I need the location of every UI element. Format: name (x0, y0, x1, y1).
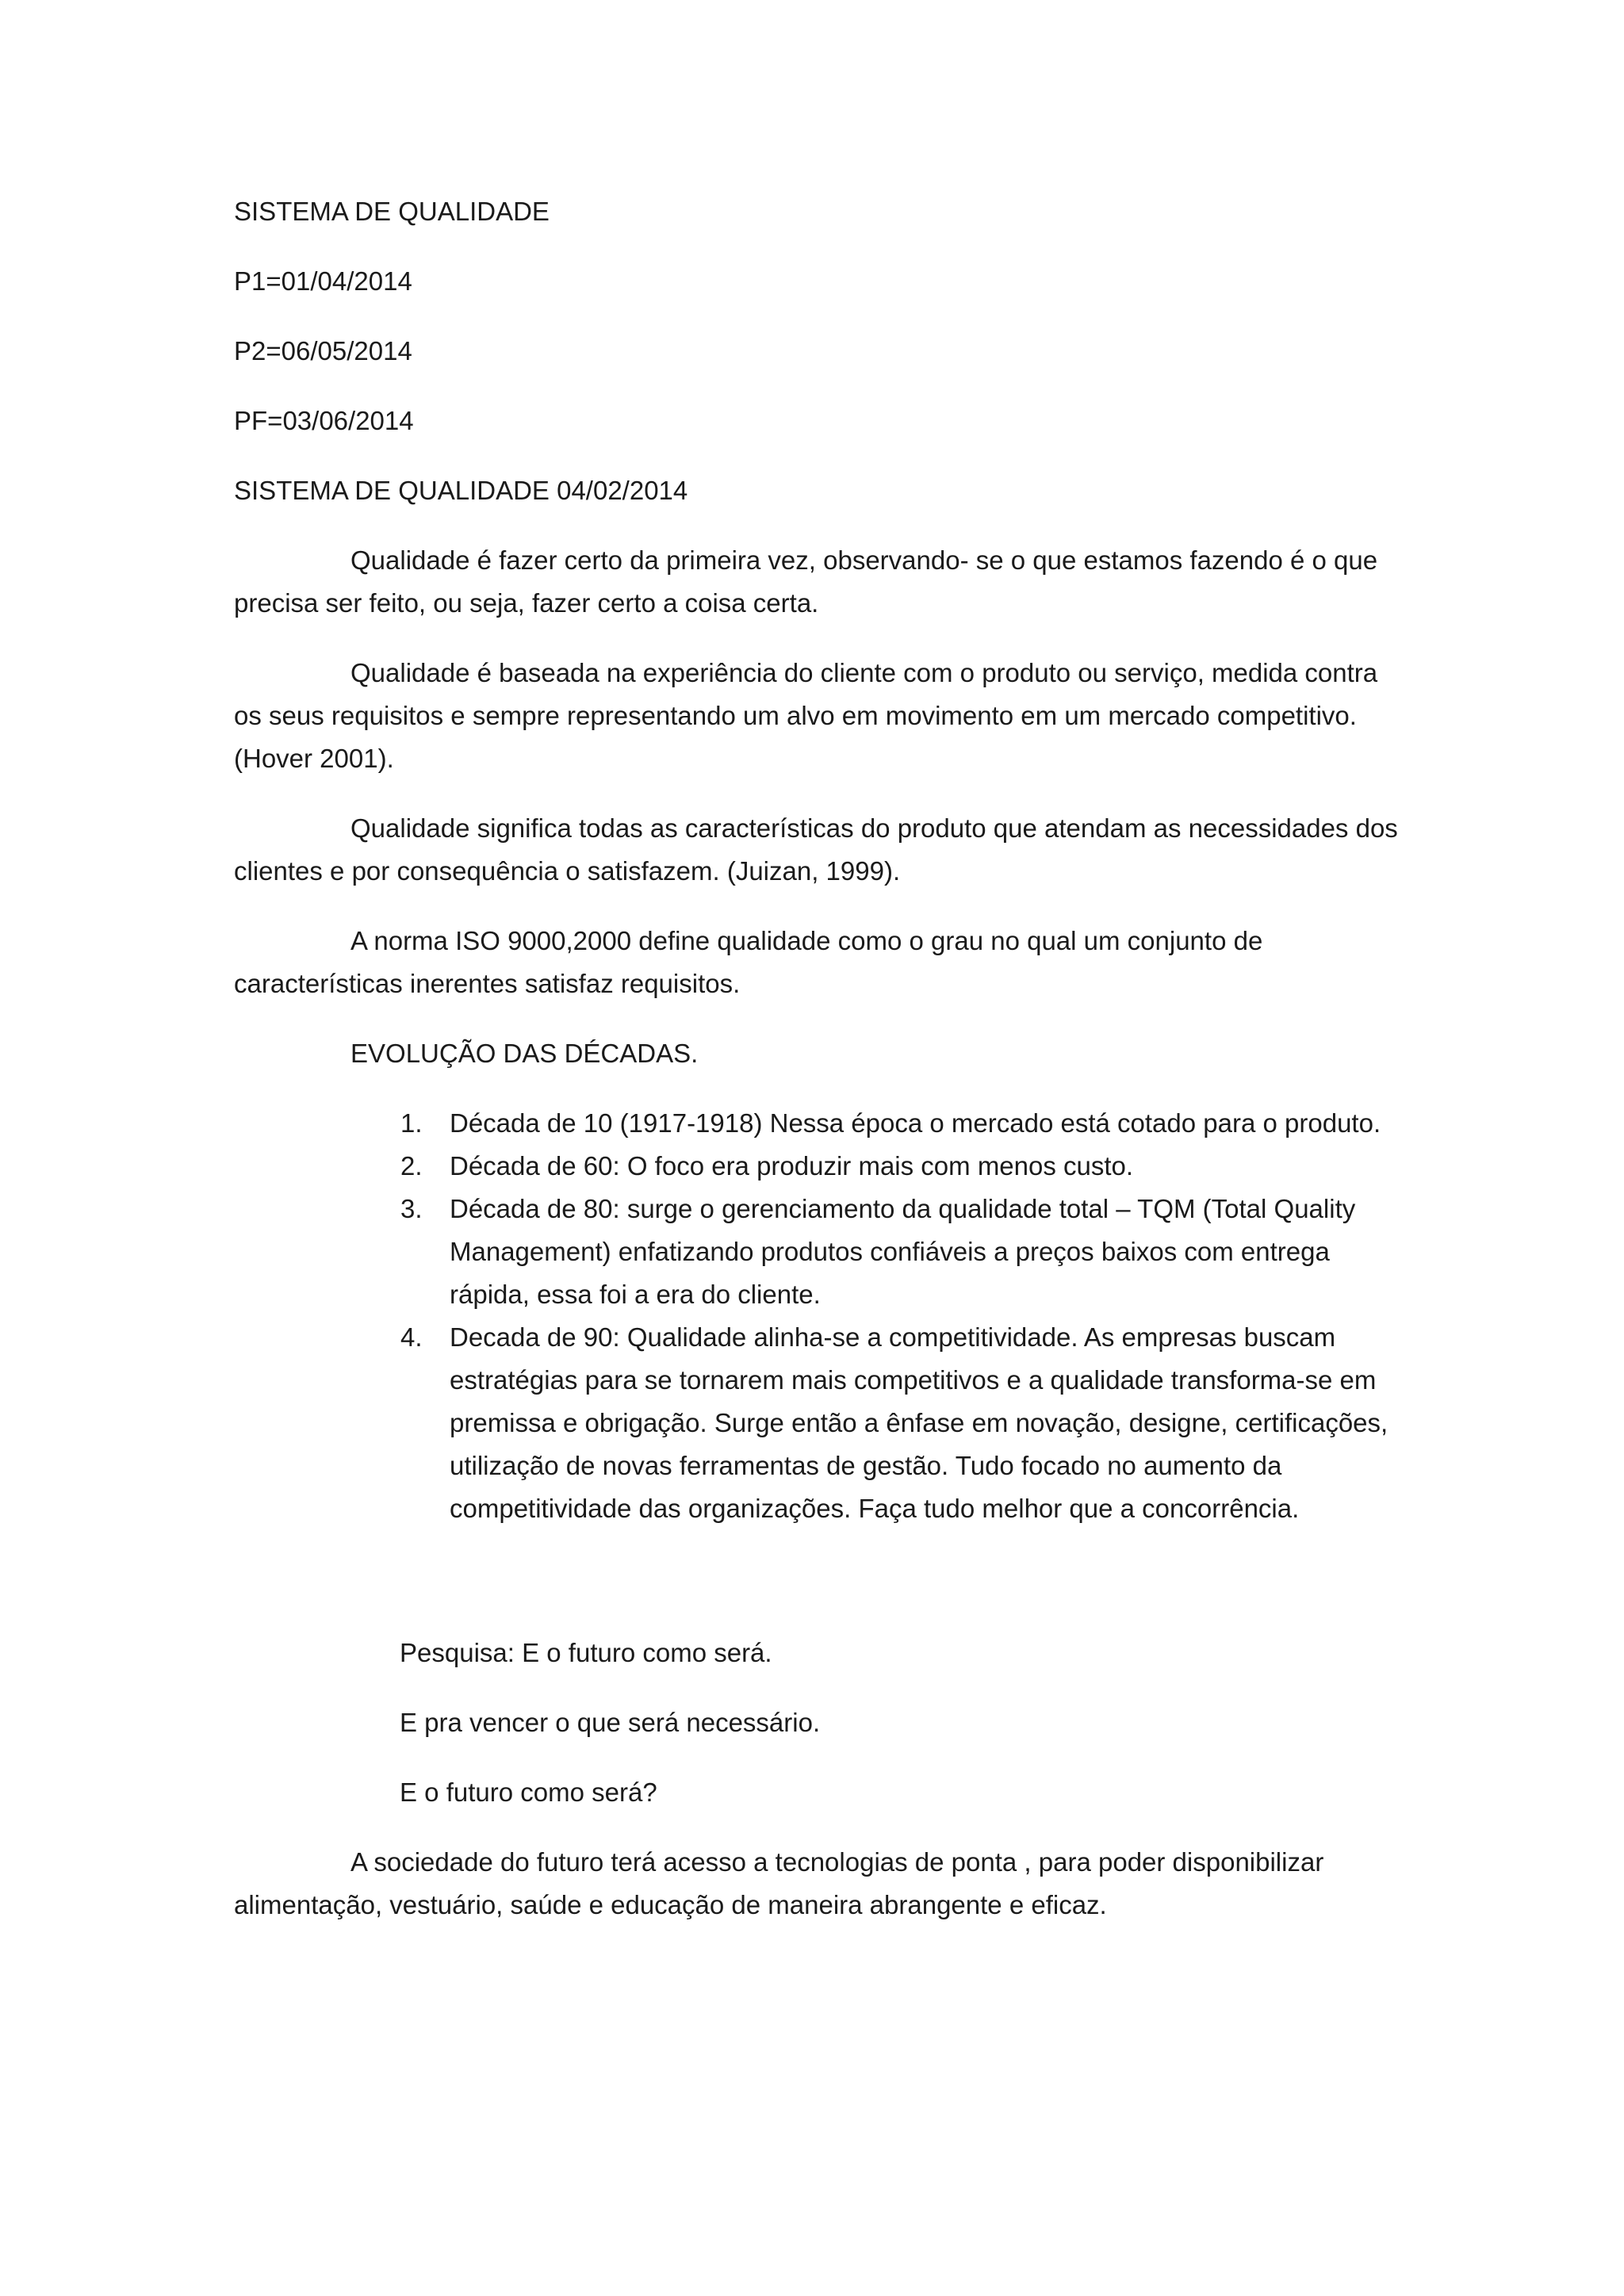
spacer (234, 1530, 1400, 1632)
list-item-text: Década de 10 (1917-1918) Nessa época o mercado está cotado para o produto. (450, 1108, 1381, 1138)
list-item (400, 1145, 1400, 1188)
section-heading: EVOLUÇÃO DAS DÉCADAS. (350, 1039, 699, 1068)
exam-date-p2: P2=06/05/2014 (234, 336, 412, 365)
list-item-number: 2. (400, 1151, 423, 1181)
list-item-text: Década de 80: surge o gerenciamento da qualidade total – TQM (Total Quality Management) enfatizando produtos confiáveis a preços baixos com entrega rápida, essa foi a era do cliente. (450, 1194, 1356, 1309)
exam-date-p1: P1=01/04/2014 (234, 266, 412, 296)
list-item-number: 4. (400, 1322, 423, 1352)
research-line-1: Pesquisa: E o futuro como será. (400, 1638, 772, 1667)
decades-list (234, 1102, 1400, 1530)
closing-paragraph: A sociedade do futuro terá acesso a tecnologias de ponta , para poder disponibilizar alimentação, vestuário, saúde e educação de maneira abrangente e eficaz. (234, 1847, 1324, 1919)
list-item-number: 3. (400, 1194, 423, 1223)
list-item (400, 1316, 1400, 1530)
research-line-2: E pra vencer o que será necessário. (400, 1708, 821, 1737)
research-block (400, 1632, 1400, 1814)
list-item-text: Decada de 90: Qualidade alinha-se a competitividade. As empresas buscam estratégias para se tornarem mais competitivos e a qualidade transforma-se em premissa e obrigação. Surge então a ênfase em novação, designe, certificações, utilização de novas ferramentas de gestão. Tudo focado no aumento da competitividade das organizações. Faça tudo melhor que a concorrência. (450, 1322, 1388, 1523)
list-item-number: 1. (400, 1108, 423, 1138)
paragraph-iso-norm: A norma ISO 9000,2000 define qualidade como o grau no qual um conjunto de características inerentes satisfaz requisitos. (234, 926, 1263, 998)
list-item (400, 1188, 1400, 1316)
paragraph-definition-1: Qualidade é fazer certo da primeira vez, observando- se o que estamos fazendo é o que precisa ser feito, ou seja, fazer certo a coisa certa. (234, 545, 1378, 618)
research-line-3: E o futuro como será? (400, 1777, 657, 1807)
document-title: SISTEMA DE QUALIDADE (234, 197, 550, 226)
class-date-heading: SISTEMA DE QUALIDADE 04/02/2014 (234, 476, 688, 505)
list-item (400, 1102, 1400, 1145)
paragraph-definition-3: Qualidade significa todas as características do produto que atendam as necessidades dos clientes e por consequência o satisfazem. (Juizan, 1999). (234, 813, 1398, 886)
document-body (234, 190, 1400, 1954)
paragraph-definition-2: Qualidade é baseada na experiência do cliente com o produto ou serviço, medida contra os seus requisitos e sempre representando um alvo em movimento em um mercado competitivo. (Hover 2001). (234, 658, 1378, 773)
exam-date-pf: PF=03/06/2014 (234, 406, 414, 435)
list-item-text: Década de 60: O foco era produzir mais com menos custo. (450, 1151, 1134, 1181)
